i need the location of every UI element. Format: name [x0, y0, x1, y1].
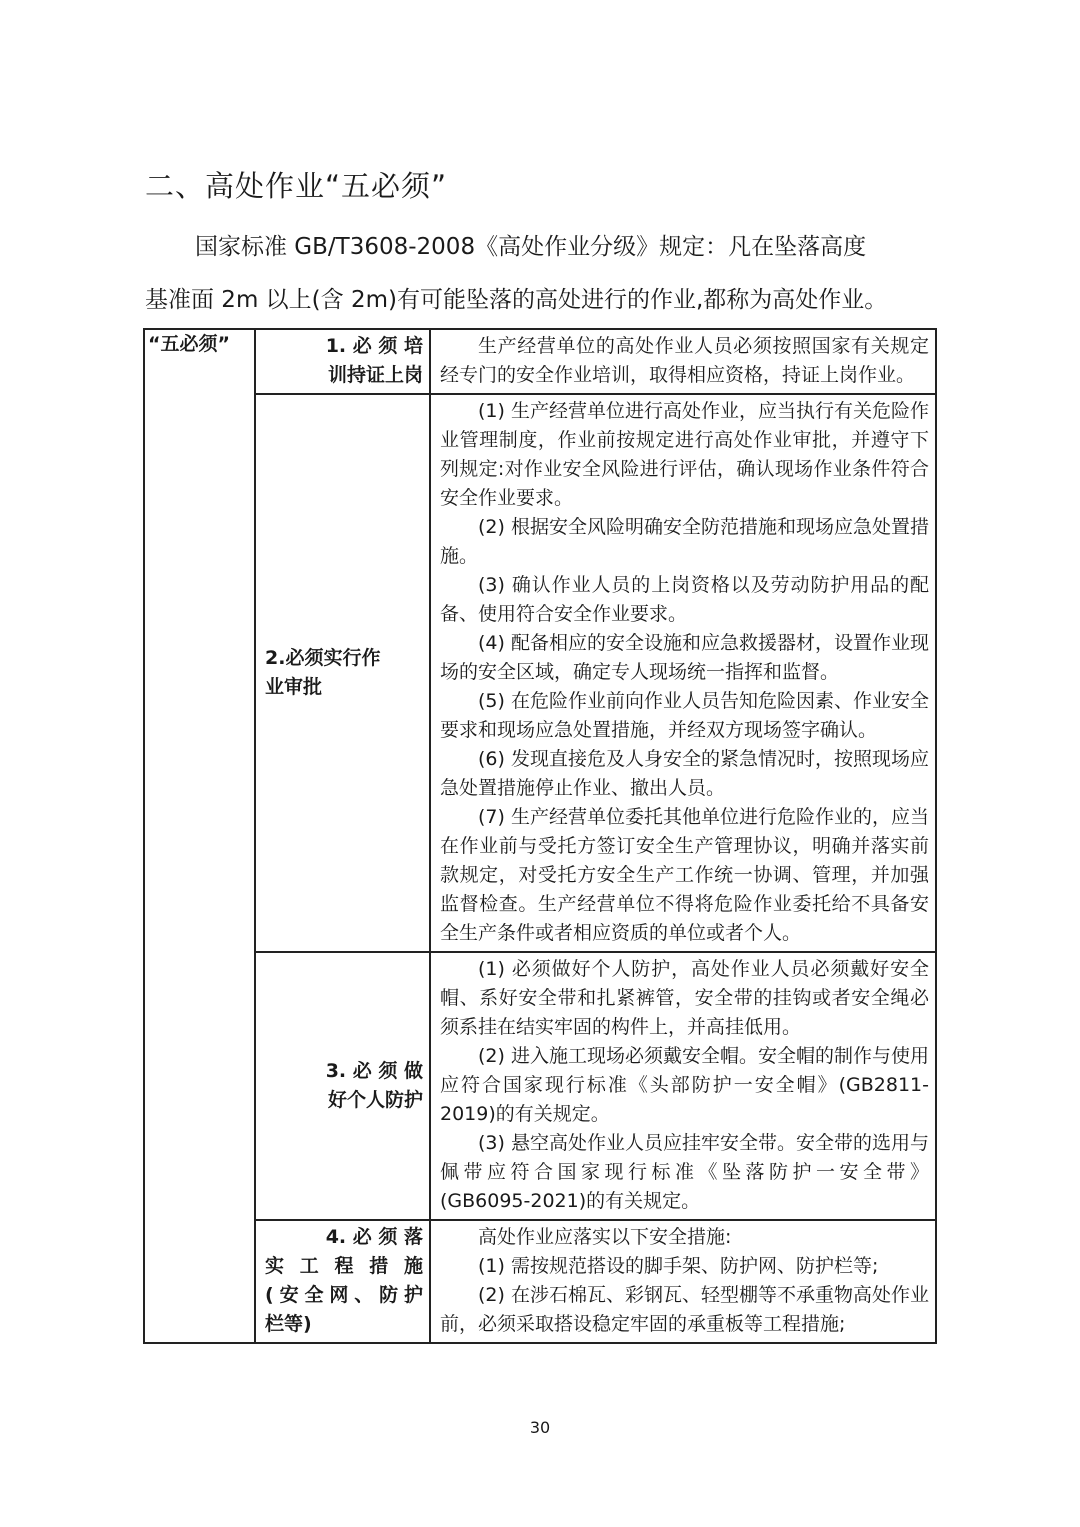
- rule-paragraph: (5) 在危险作业前向作业人员告知危险因素、作业安全要求和现场应急处置措施，并经双方现场签字确认。: [440, 690, 929, 741]
- page-number: 30: [529, 1418, 551, 1437]
- rule-body-cell: [430, 952, 936, 1220]
- rule-title-cell: [255, 329, 430, 394]
- rule-paragraph: (2) 根据安全风险明确安全防范措施和现场应急处置措施。: [440, 516, 929, 567]
- rule-paragraph: (2) 在涉石棉瓦、彩钢瓦、轻型棚等不承重物高处作业前，必须采取搭设稳定牢固的承重板等工程措施;: [440, 1284, 929, 1335]
- rule-body-cell: [430, 1220, 936, 1343]
- rule-paragraph: (1) 需按规范搭设的脚手架、防护网、防护栏等;: [478, 1255, 879, 1277]
- five-musts-table: [143, 328, 937, 1344]
- rule-paragraph: (1) 生产经营单位进行高处作业，应当执行有关危险作业管理制度，作业前按规定进行高处作业审批，并遵守下列规定:对作业安全风险进行评估，确认现场作业条件符合安全作业要求。: [440, 400, 929, 509]
- section-heading: 二、高处作业“五必须”: [145, 169, 448, 203]
- rule-title-line: 好个人防护: [327, 1088, 423, 1111]
- rule-paragraph: 生产经营单位的高处作业人员必须按照国家有关规定经专门的安全作业培训，取得相应资格，持证上岗作业。: [440, 335, 929, 386]
- table-row: [144, 952, 936, 1220]
- table-row: [144, 329, 936, 394]
- rule-title-line: 实 工 程 措 施: [265, 1255, 423, 1277]
- rule-paragraph: (2) 进入施工现场必须戴安全帽。安全帽的制作与使用应符合国家现行标准《头部防护一安全帽》(GB2811-2019)的有关规定。: [440, 1045, 929, 1125]
- rule-paragraph: (6) 发现直接危及人身安全的紧急情况时，按照现场应急处置措施停止作业、撤出人员。: [440, 748, 929, 799]
- rule-title-line: 训持证上岗: [327, 364, 423, 386]
- rule-title-line: 栏等): [265, 1313, 312, 1335]
- rule-title-line: 业审批: [265, 675, 323, 698]
- rule-title-cell: [255, 1220, 430, 1343]
- rule-title-cell: [255, 952, 430, 1220]
- rule-body-cell: [430, 329, 936, 394]
- rule-paragraph: (3) 确认作业人员的上岗资格以及劳动防护用品的配备、使用符合安全作业要求。: [440, 574, 929, 625]
- rule-title-line: 2.必须实行作: [265, 646, 381, 669]
- intro-paragraph: [145, 221, 935, 327]
- rule-title-line: 4. 必 须 落: [325, 1226, 423, 1248]
- intro-line-1: 国家标准 GB/T3608-2008《高处作业分级》规定：凡在坠落高度: [195, 234, 867, 260]
- rule-title-line: 1. 必 须 培: [325, 335, 423, 357]
- rule-title-line: (安全网、防护: [265, 1284, 423, 1306]
- table-header-cell: “五必须”: [144, 329, 255, 1343]
- table-row: [144, 394, 936, 952]
- rule-paragraph: 高处作业应落实以下安全措施:: [478, 1226, 732, 1248]
- rule-paragraph: (1) 必须做好个人防护，高处作业人员必须戴好安全帽、系好安全带和扎紧裤管，安全带的挂钩或者安全绳必须系挂在结实牢固的构件上，并高挂低用。: [440, 958, 929, 1038]
- rule-paragraph: (7) 生产经营单位委托其他单位进行危险作业的，应当在作业前与受托方签订安全生产管理协议，明确并落实前款规定，对受托方安全生产工作统一协调、管理，并加强监督检查。生产经营单位不得将危险作业委托给不具备安全生产条件或者相应资质的单位或者个人。: [440, 806, 929, 944]
- intro-line-2: 基准面 2m 以上(含 2m)有可能坠落的高处进行的作业,都称为高处作业。: [145, 287, 888, 313]
- rule-title-cell: [255, 394, 430, 952]
- rule-title-line: 3. 必 须 做: [325, 1059, 423, 1082]
- rule-paragraph: (3) 悬空高处作业人员应挂牢安全带。安全带的选用与佩带应符合国家现行标准《坠落防护一安全带》(GB6095-2021)的有关规定。: [440, 1132, 929, 1212]
- rule-body-cell: [430, 394, 936, 952]
- rule-paragraph: (4) 配备相应的安全设施和应急救援器材，设置作业现场的安全区域，确定专人现场统一指挥和监督。: [440, 632, 929, 683]
- table-row: [144, 1220, 936, 1343]
